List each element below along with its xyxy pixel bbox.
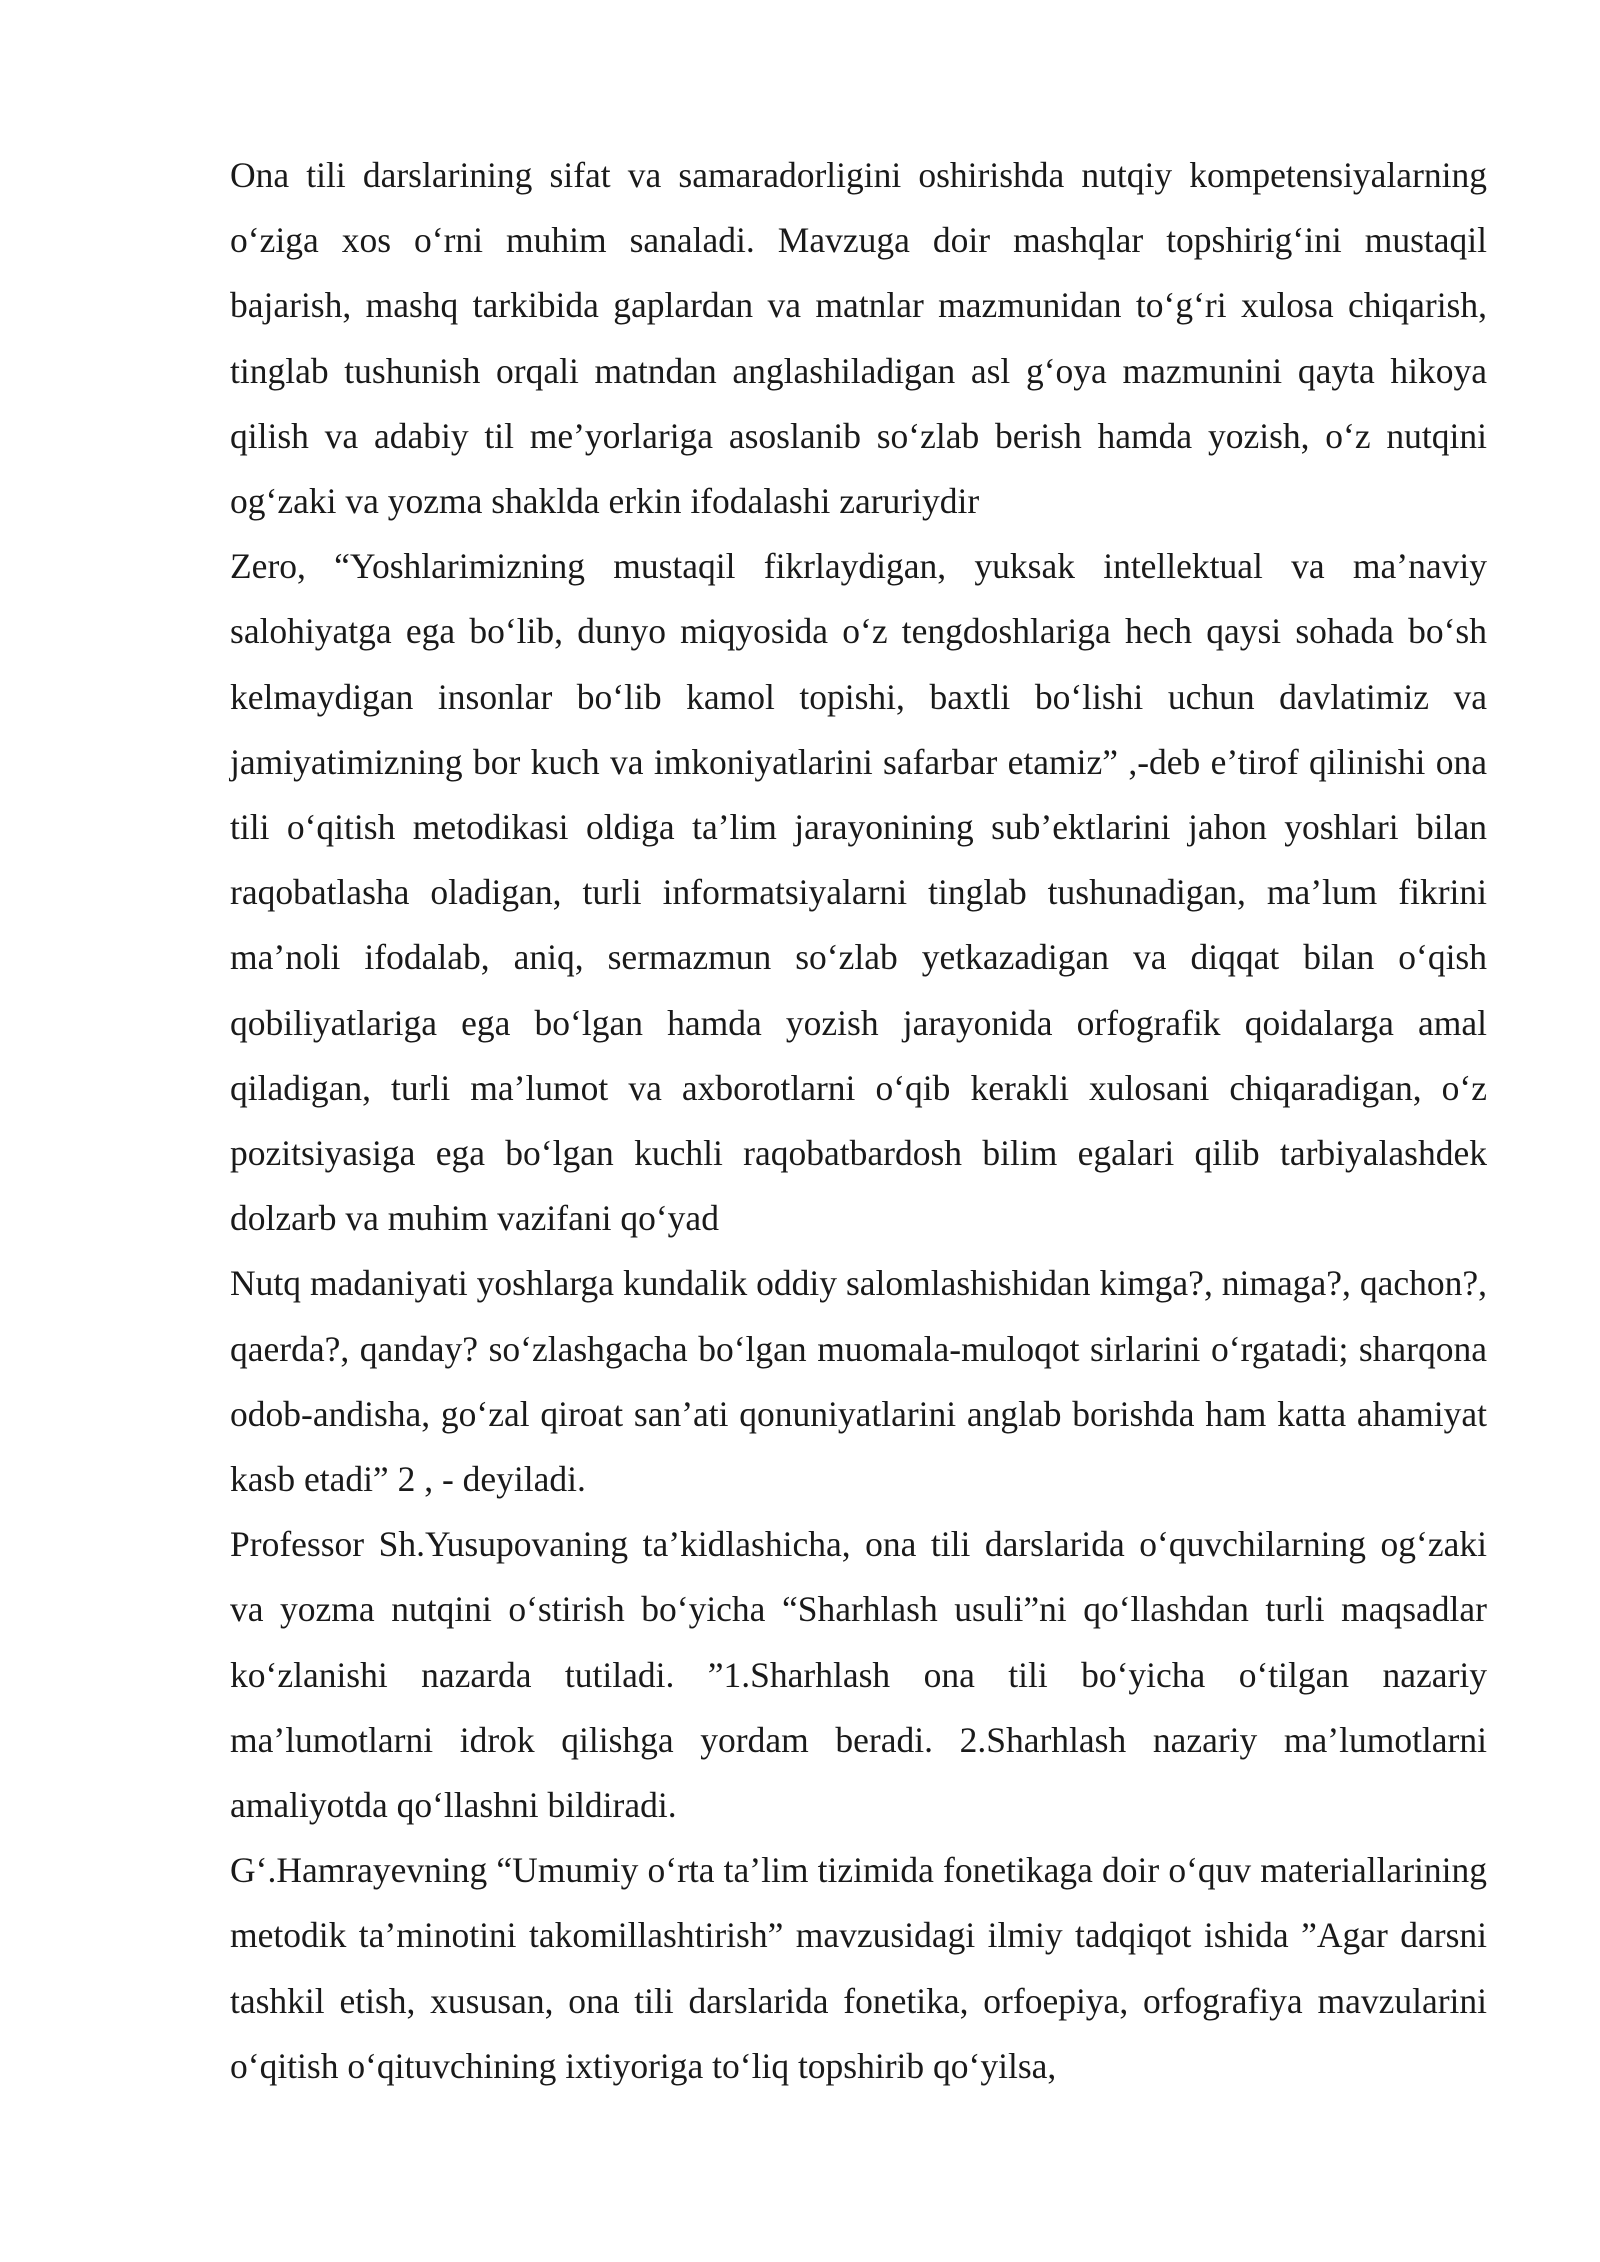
paragraph-2: Zero, “Yoshlarimizning mustaqil fikrlaydigan, yuksak intellektual va ma’naviy salohiyatga ega bo‘lib, dunyo miqyosida o‘z tengdoshlariga hech qaysi sohada bo‘sh kelmaydigan insonlar bo‘lib kamol topishi, baxtli bo‘lishi uchun davlatimiz va jamiyatimizning bor kuch va imkoniyatlarini safarbar etamiz” ,-deb e’tirof qilinishi ona tili o‘qitish metodikasi oldiga ta’lim jarayonining sub’ektlarini jahon yoshlari bilan raqobatlasha oladigan, turli informatsiyalarni tinglab tushunadigan, ma’lum fikrini ma’noli ifodalab, aniq, sermazmun so‘zlab yetkazadigan va diqqat bilan o‘qish qobiliyatlariga ega bo‘lgan hamda yozish jarayonida orfografik qoidalarga amal qiladigan, turli ma’lumot va axborotlarni o‘qib kerakli xulosani chiqaradigan, o‘z pozitsiyasiga ega bo‘lgan kuchli raqobatbardosh bilim egalari qilib tarbiyalashdek dolzarb va muhim vazifani qo‘yad bbox=[230, 546, 1487, 1239]
paragraph-4: Professor Sh.Yusupovaning ta’kidlashicha, ona tili darslarida o‘quvchilarning og‘zaki va yozma nutqini o‘stirish bo‘yicha “Sharhlash usuli”ni qo‘llashdan turli maqsadlar ko‘zlanishi nazarda tutiladi. ”1.Sharhlash ona tili bo‘yicha o‘tilgan nazariy ma’lumotlarni idrok qilishga yordam beradi. 2.Sharhlash nazariy ma’lumotlarni amaliyotda qo‘llashni bildiradi. bbox=[230, 1524, 1487, 1826]
body-text bbox=[230, 143, 1487, 2099]
paragraph-5: G‘.Hamrayevning “Umumiy o‘rta ta’lim tizimida fonetikaga doir o‘quv materiallarining metodik ta’minotini takomillashtirish” mavzusidagi ilmiy tadqiqot ishida ”Agar darsni tashkil etish, xususan, ona tili darslarida fonetika, orfoepiya, orfografiya mavzularini o‘qitish o‘qituvchining ixtiyoriga to‘liq topshirib qo‘yilsa, bbox=[230, 1850, 1487, 2086]
paragraph-3: Nutq madaniyati yoshlarga kundalik oddiy salomlashishidan kimga?, nimaga?, qachon?, qaerda?, qanday? so‘zlashgacha bo‘lgan muomala-muloqot sirlarini o‘rgatadi; sharqona odob-andisha, go‘zal qiroat san’ati qonuniyatlarini anglab borishda ham katta ahamiyat kasb etadi” 2 , - deyiladi. bbox=[230, 1263, 1487, 1500]
paragraph-1: Ona tili darslarining sifat va samaradorligini oshirishda nutqiy kompetensiyalarning o‘ziga xos o‘rni muhim sanaladi. Mavzuga doir mashqlar topshirig‘ini mustaqil bajarish, mashq tarkibida gaplardan va matnlar mazmunidan to‘g‘ri xulosa chiqarish, tinglab tushunish orqali matndan anglashiladigan asl g‘oya mazmunini qayta hikoya qilish va adabiy til me’yorlariga asoslanib so‘zlab berish hamda yozish, o‘z nutqini og‘zaki va yozma shaklda erkin ifodalashi zaruriydir bbox=[230, 155, 1487, 522]
